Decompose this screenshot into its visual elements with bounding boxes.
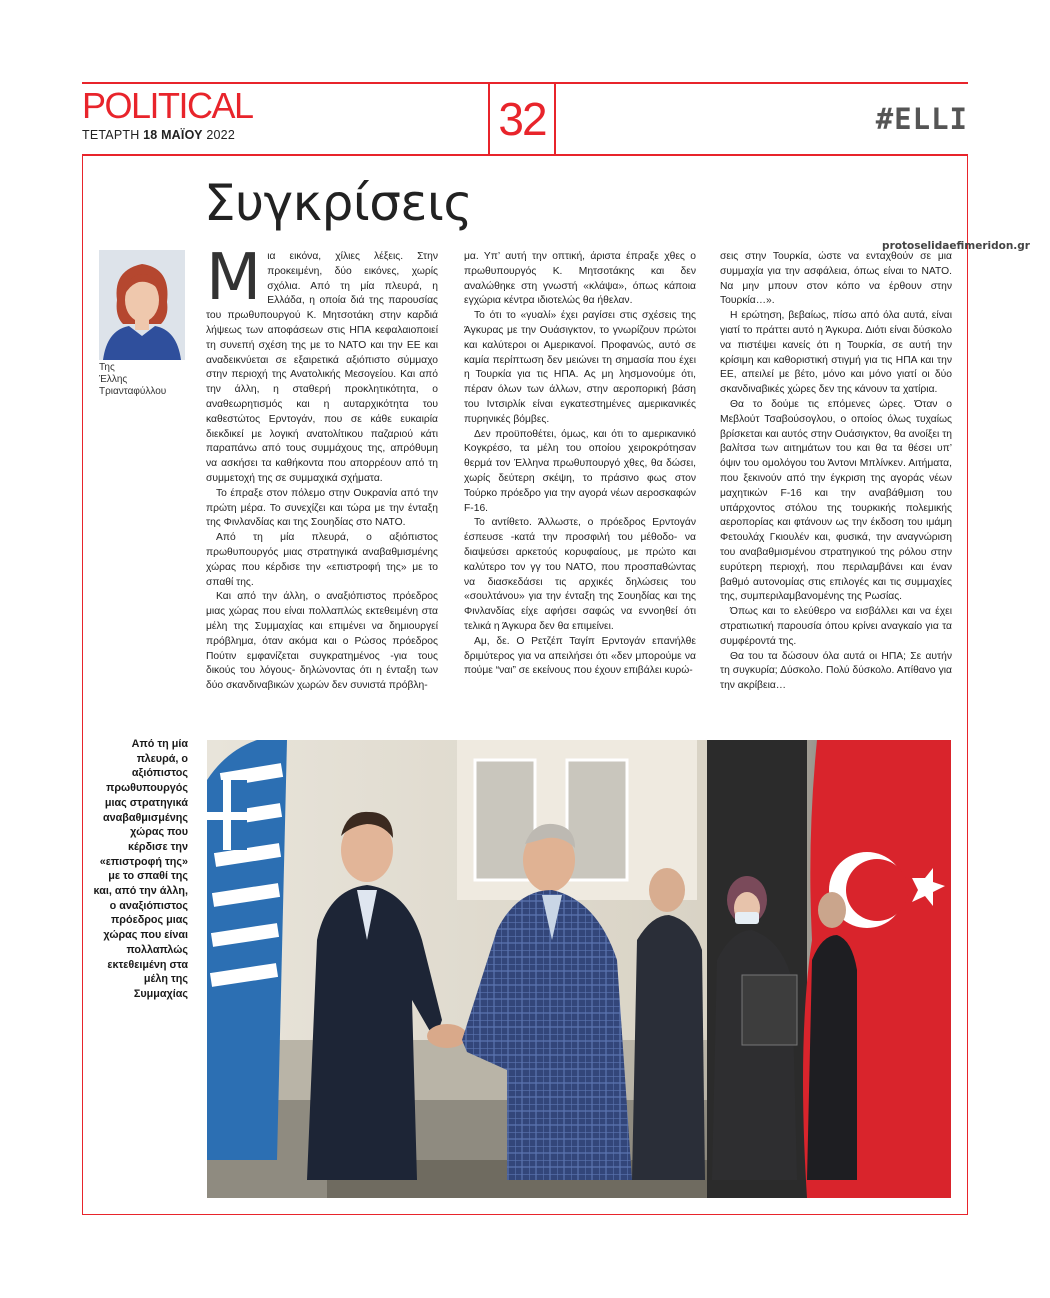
supplement-tag: #ELLI: [875, 102, 968, 136]
leaders-handshake-image: [207, 740, 951, 1198]
date-prefix: ΤΕΤΑΡΤΗ: [82, 128, 144, 142]
paragraph: μα. Υπ’ αυτή την οπτική, άριστα έπραξε χθες ο πρωθυπουργός Κ. Μητσοτάκης και δεν αναλώθηκε στη γνωστή «κλάψα», όπως κάποια εγχώρια κέντρα ιδιοτελώς θα ήθελαν.: [464, 251, 696, 307]
author-last-name: Τριανταφύλλου: [99, 386, 167, 397]
date-bold: 18 ΜΑΪΟΥ: [143, 128, 203, 142]
paragraph: σεις στην Τουρκία, ώστε να ενταχθούν σε μια συμμαχία για την ασφάλεια, όπως είναι το ΝΑΤΟ. Να μην μπουν στον κόπο να έρθουν στην Τουρκία…».: [720, 251, 952, 307]
pull-quote: Από τη μία πλευρά, ο αξιόπιστος πρωθυπουργός μιας στρατηγικά αναβαθμισμένης χώρας που κέρδισε την «επιστροφή της» με το σπαθί της και, από την άλλη, ο αναξιόπιστος πρόεδρος μιας χώρας που είναι πολλαπλώς εκτεθειμένη στα μέλη της Συμμαχίας: [93, 738, 188, 1000]
page-number-box: [488, 83, 556, 155]
paragraph: Όπως και το ελεύθερο να εισβάλλει και να έχει στρατιωτική παρουσία όπου κρίνει αναγκαίο για τα συμφέροντά της.: [720, 606, 952, 647]
paragraph: Δεν προϋποθέτει, όμως, και ότι το αμερικανικό Κογκρέσο, τα μέλη του οποίου χειροκρότησαν θερμά τον Έλληνα πρωθυπουργό χθες, θα δώσει, χωρίς δεύτερη σκέψη, το πράσινο φως στον Τούρκο πρόεδρο για την αγορά νέων αεροσκαφών F-16.: [464, 428, 696, 514]
handshake: [427, 1024, 467, 1048]
byline: [99, 362, 166, 398]
article-column-1: [206, 241, 438, 694]
author-photo: [99, 250, 185, 360]
article-headline: Συγκρίσεις: [204, 174, 473, 232]
byline-prefix: Της: [99, 362, 115, 373]
paragraph: Το ότι το «γυαλί» έχει ραγίσει στις σχέσεις της Άγκυρας με την Ουάσιγκτον, το γνωρίζουν πρώτοι και καλύτεροι οι Αμερικανοί. Προφανώς, αυτό σε καμία περίπτωση δεν μειώνει τη σημασία που έχει η Τουρκία για τις ΗΠΑ. Ας μη λησμονούμε ότι, πέραν όλων των άλλων, στην αεροπορική βάση του Ιντσιρλίκ είναι εγκατεστημένες αμερικανικές πυρηνικές βόμβες.: [464, 310, 696, 425]
issue-date: [82, 128, 235, 142]
section-name: POLITICAL: [82, 85, 253, 126]
drop-cap: Μ: [206, 241, 262, 315]
paragraph: Το έπραξε στον πόλεμο στην Ουκρανία από την πρώτη μέρα. Το συνεχίζει και τώρα με την ένταξη της Φινλανδίας και της Σουηδίας στο ΝΑΤΟ.: [206, 487, 438, 529]
paragraph: Και από την άλλη, ο αναξιόπιστος πρόεδρος μιας χώρας που είναι πολλαπλώς εκτεθειμένη στα μέλη της Συμμαχίας και επιμένει να δημιουργεί πρόβλημα, όταν ακόμα και ο Ρώσος πρόεδρος Πούτιν εμφανίζεται συγκρατημένος -για τους δικούς του λόγους- δηλώνοντας ότι η ένταξη των δύο σκανδιναβικών χωρών δεν συνιστά πρόβλη-: [206, 591, 438, 692]
paragraph: Θα το δούμε τις επόμενες ώρες. Όταν ο Μεβλούτ Τσαβούσογλου, ο οποίος όλως τυχαίως βρίσκεται και αυτός στην Ουάσιγκτον, θα ανοίξει τη βαλίτσα των αιτημάτων του και θα τα θέσει υπ’ όψιν του ομολόγου του Άντονι Μπλίνκεν. Αιτήματα, που ξεκινούν από την έγκριση της αγοράς νέων μαχητικών F-16 και την αναβάθμιση του υπάρχοντος στόλου της τουρκικής πολεμικής αεροπορίας και φτάνουν ως την έκδοση του ιμάμη Φετουλάχ Γκιουλέν και, φυσικά, την αναγνώριση του αναβαθμισμένου στρατηγικού της ρόλου στην ευρύτερη περιοχή, που περιλαμβάνει και έναν βαθμό αυτονομίας στις επιλογές και τις συμμαχίες της, συμπεριλαμβανομένης της Ρωσίας.: [720, 398, 952, 603]
paragraph: Η ερώτηση, βεβαίως, πίσω από όλα αυτά, είναι γιατί το πράττει αυτό η Άγκυρα. Διότι είναι δύσκολο να πιστέψει κανείς ότι η Τουρκία, σε αυτή την κρίσιμη και καθοριστική στιγμή για τις ΗΠΑ και την ΕΕ, απειλεί με βέτο, μόνο και μόνο γιατί οι δύο σκανδιναβικές χώρες δεν της κάνουν τα χατίρια.: [720, 310, 952, 396]
article-column-2: [464, 250, 696, 679]
paragraph: Αμ, δε. Ο Ρετζέπ Ταγίπ Ερντογάν επανήλθε δριμύτερος για να απειλήσει ότι «δεν μπορούμε να πούμε “ναι” σε εκείνους που έχουν επιβάλει κυρώ-: [464, 635, 696, 677]
author-portrait-image: [99, 250, 185, 360]
page-number: 32: [498, 93, 546, 145]
greek-flag: [207, 740, 287, 1160]
article-column-3: [720, 250, 952, 694]
paragraph: Θα του τα δώσουν όλα αυτά οι ΗΠΑ; Σε αυτήν τη συγκυρία; Δύσκολο. Πολύ δύσκολο. Απίθανο για την ακρίβεια…: [720, 650, 952, 692]
date-suffix: 2022: [202, 128, 235, 142]
paragraph: Το αντίθετο. Άλλωστε, ο πρόεδρος Ερντογάν έσπευσε -κατά την προσφιλή του μέθοδο- να διαψεύσει αρκετούς κορυφαίους, με πρώτο και καλύτερο τον γγ του ΝΑΤΟ, που προσπαθώντας να διασκεδάσει τις αρχικές δηλώσεις του «σουλτάνου» για την ένταξη της Σουηδίας και της Φινλανδίας είχε αφήσει σαφώς να εννοηθεί ότι τελικά η Άγκυρα δεν θα επιμείνει.: [464, 517, 696, 632]
paragraph: ια εικόνα, χίλιες λέξεις. Στην προκειμένη, δύο εικόνες, χωρίς σχόλια. Από τη μία πλευρά, η Ελλάδα, η οποία διά της παρουσίας του πρωθυπουργού Κ. Μητσοτάκη στην καρδιά λήψεως των αποφάσεων στις ΗΠΑ κεφαλαιοποιεί τη συνεπή σχέση της με το ΝΑΤΟ και την ΕΕ και αναδεικνύεται σε εξαιρετικά αξιόπιστο σύμμαχο στην περιοχή της Ανατολικής Μεσογείου. Και από την άλλη, η σταθερή προκλητικότητα, ο αναθεωρητισμός και η αυταρχικότητα του καθεστώτος Ερντογάν, που σε κάθε ευκαιρία διεκδικεί με λογική ανατολίτικου παζαριού κάτι παραπάνω από τους συμμάχους της, απρόθυμη να ασκήσει τα καθήκοντα που απορρέουν από τη συμμετοχή της σε συμμαχικά σχήματα.: [206, 251, 438, 484]
watermark: protoselidaefimeridon.gr: [882, 240, 1030, 252]
author-first-name: Έλλης: [99, 374, 128, 385]
paragraph: Από τη μία πλευρά, ο αξιόπιστος πρωθυπουργός μιας στρατηγικά αναβαθμισμένης χώρας που κέρδισε την «επιστροφή της» με το σπαθί της.: [206, 532, 438, 588]
article-main-photo: [207, 740, 951, 1198]
